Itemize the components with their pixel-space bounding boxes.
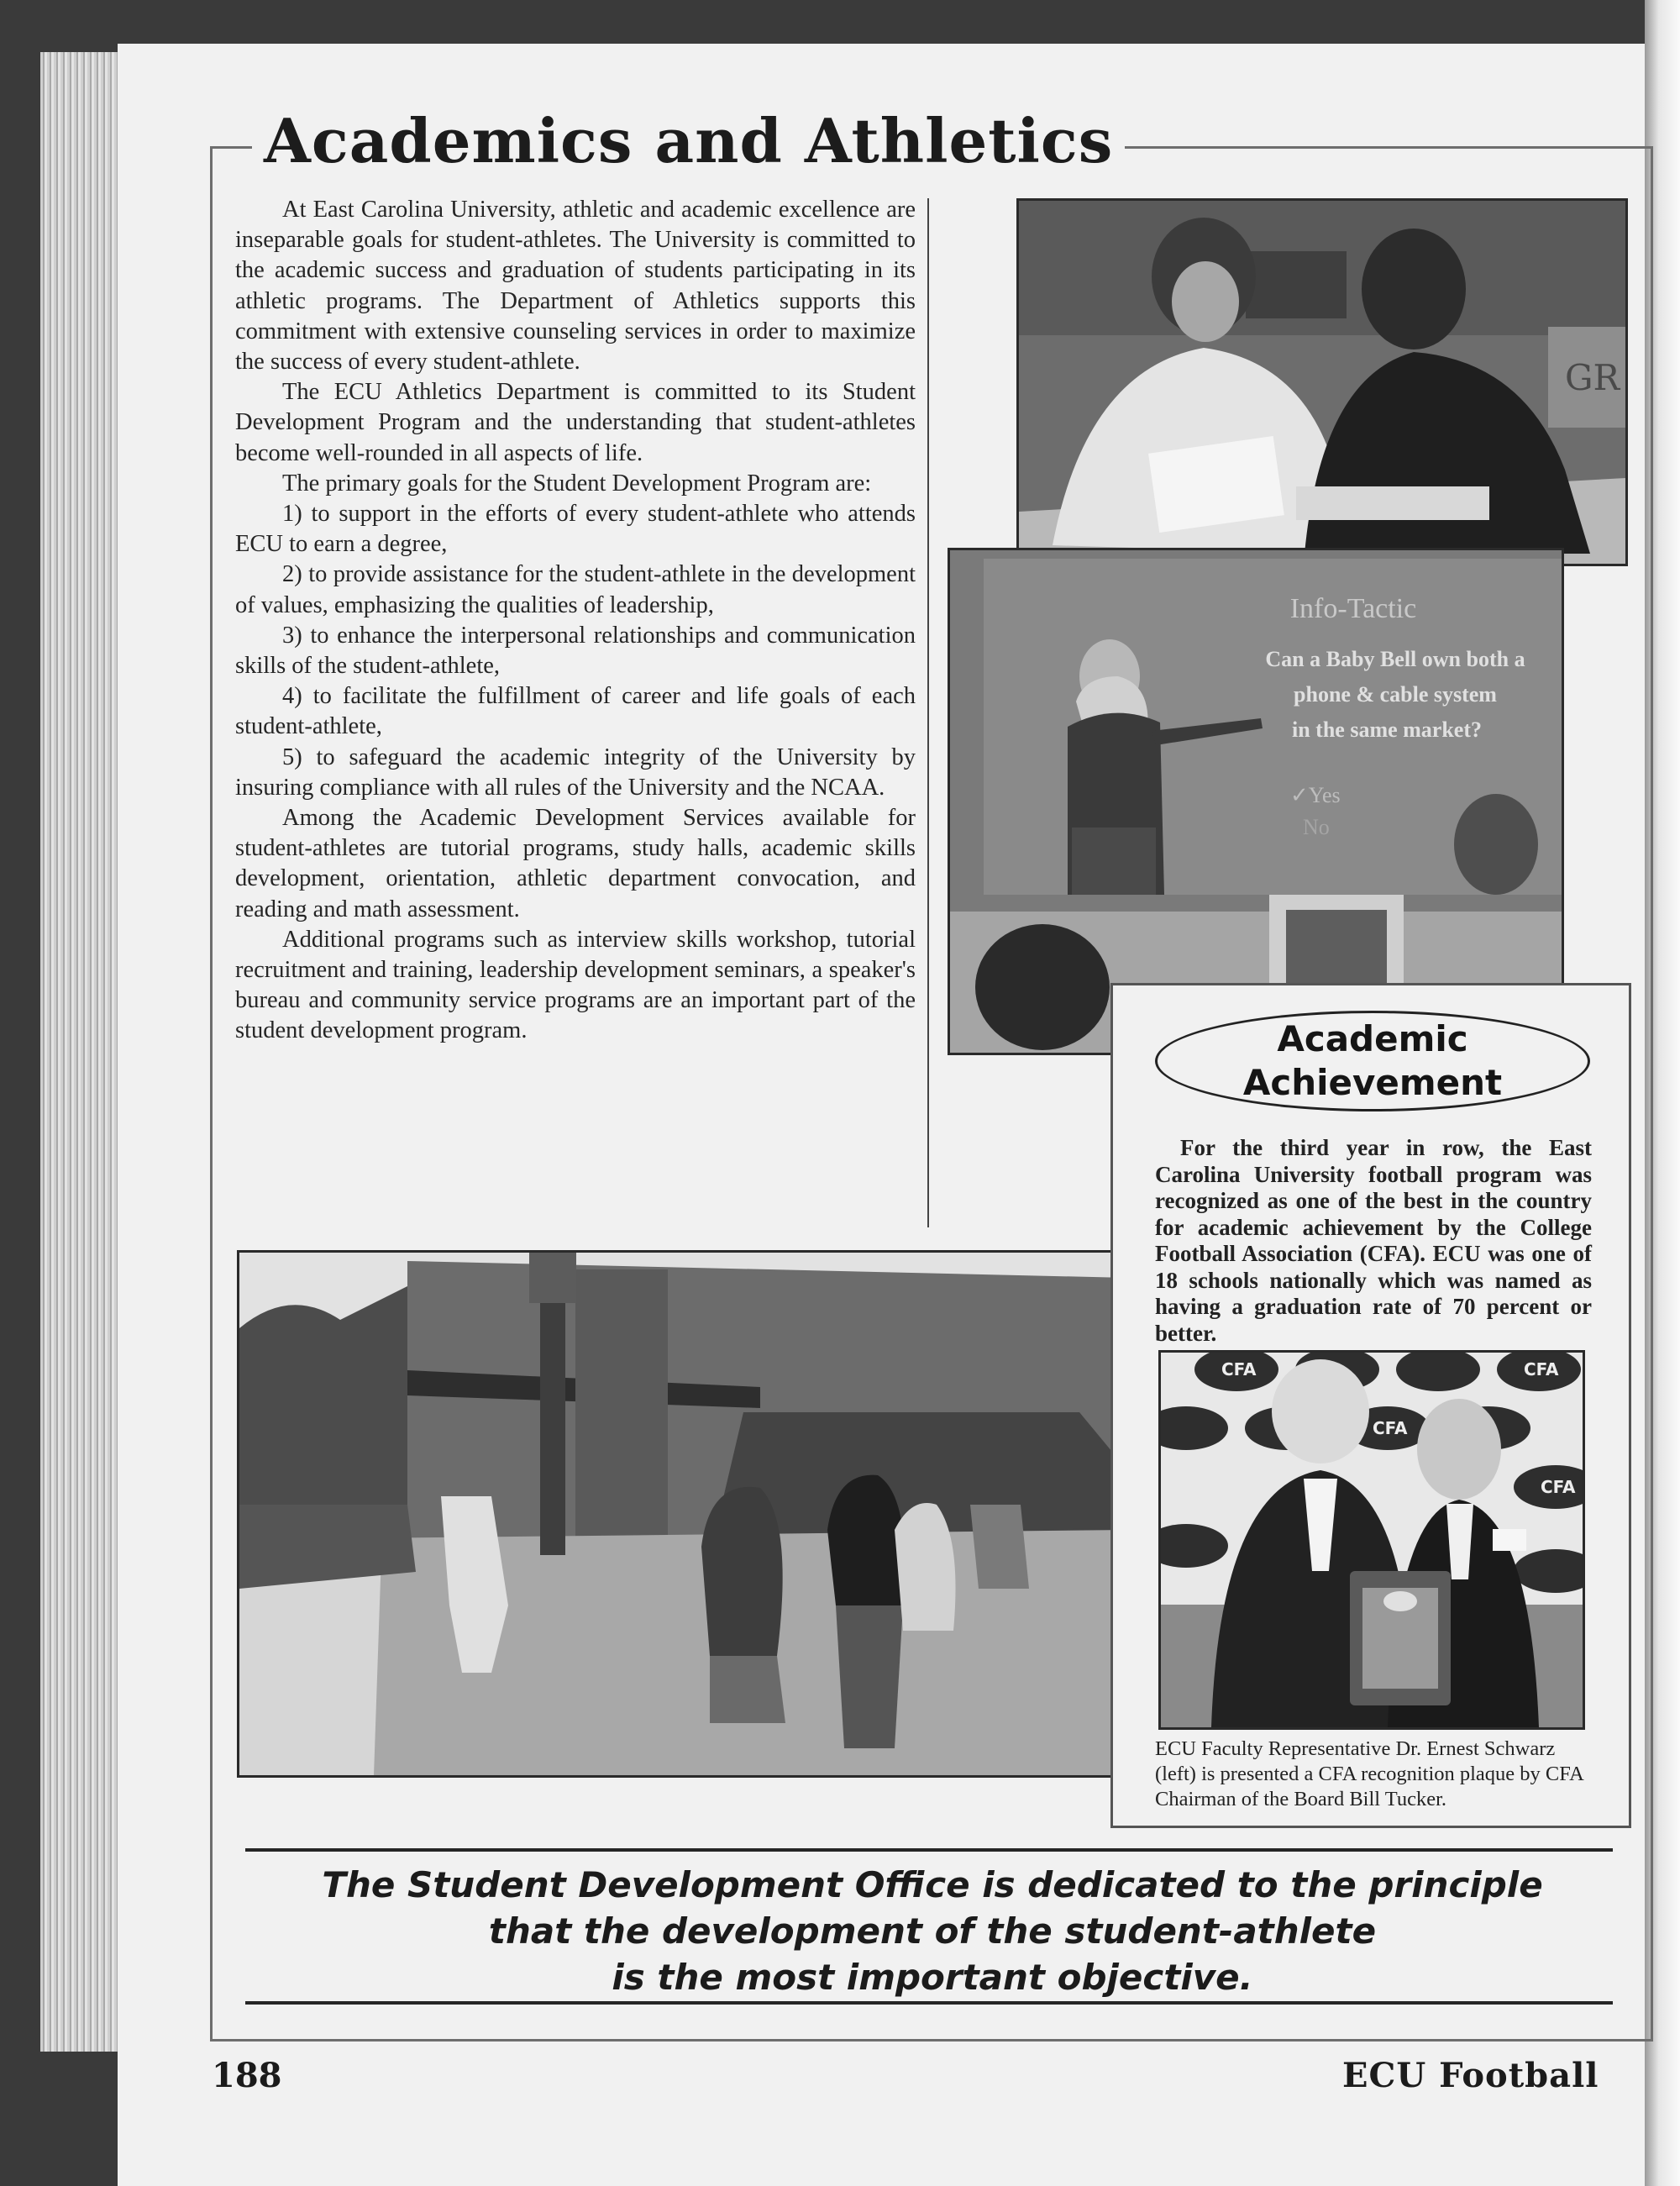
tutoring-photo	[1016, 198, 1628, 566]
body-paragraph: At East Carolina University, athletic and academic excellence are inseparable goals for student-athletes. The University is committed to the academic success and graduation of students participating in its athletic programs. The Department of Athletics supports this commitment with extensive counseling services in order to maximize the success of every student-athlete.	[235, 197, 916, 376]
slide-line-1: Can a Baby Bell own both a	[1265, 647, 1525, 671]
slide-line-2: phone & cable system	[1294, 682, 1497, 707]
goal-item: 4) to facilitate the fulfillment of career and life goals of each student-athlete,	[235, 683, 916, 740]
book-page-edges	[40, 52, 124, 2052]
quote-line-3: is the most important objective.	[612, 1957, 1253, 1998]
quote-line-1: The Student Development Office is dedicated to the principle	[322, 1864, 1543, 1905]
pull-quote	[244, 1862, 1621, 2000]
sidebar-heading-line-1: Academic	[1277, 1018, 1468, 1059]
sidebar-paragraph: For the third year in row, the East Carolina University football program was recognized as one of the best in the country for academic achievement by the College Football Association (CFA). ECU was one of 18 schools nationally which was named as having a graduation rate of 70 percent or better.	[1155, 1135, 1592, 1346]
slide-option-2: No	[1303, 815, 1330, 839]
running-footer: ECU Football	[1342, 2056, 1599, 2095]
body-paragraph: The primary goals for the Student Development Program are:	[282, 470, 872, 497]
goal-item: 5) to safeguard the academic integrity of the University by insuring compliance with all rules of the University and the NCAA.	[235, 744, 916, 801]
page-title: Academics and Athletics	[252, 102, 1125, 180]
slide-title: Info-Tactic	[1289, 593, 1417, 624]
body-text	[235, 195, 916, 1047]
tutoring-sign-text: GR	[1565, 357, 1620, 398]
slide-option-1: ✓Yes	[1290, 783, 1341, 807]
sidebar-heading-line-2: Achievement	[1242, 1062, 1503, 1103]
cfa-logo-text: CFA	[1541, 1477, 1576, 1497]
campus-photo	[237, 1250, 1131, 1778]
page-number: 188	[212, 2056, 282, 2095]
sidebar-heading	[1155, 1011, 1590, 1111]
quote-bottom-rule	[245, 2001, 1613, 2005]
quote-line-2: that the development of the student-athlete	[488, 1910, 1377, 1952]
quote-top-rule	[245, 1848, 1613, 1852]
cfa-logo-text: CFA	[1524, 1359, 1559, 1379]
sidebar-text	[1155, 1135, 1592, 1347]
presentation-photo	[948, 548, 1564, 1055]
body-paragraph: Among the Academic Development Services available for student-athletes are tutorial programs, study halls, academic skills development, orientation, athletic department convocation, and reading and math assessment.	[235, 805, 916, 922]
cfa-logo-text: CFA	[1221, 1359, 1257, 1379]
slide-line-3: in the same market?	[1291, 717, 1483, 742]
column-divider	[927, 198, 929, 1227]
cfa-photo-caption: ECU Faculty Representative Dr. Ernest Schwarz (left) is presented a CFA recognition plaque by CFA Chairman of the Board Bill Tucker.	[1155, 1737, 1583, 1810]
body-paragraph: Additional programs such as interview skills workshop, tutorial recruitment and training, leadership development seminars, a speaker's bureau and community service programs are an important part of the student development program.	[235, 926, 916, 1044]
goal-item: 2) to provide assistance for the student-athlete in the development of values, emphasizing the qualities of leadership,	[235, 561, 916, 618]
cfa-logo-text: CFA	[1373, 1418, 1408, 1438]
academic-achievement-sidebar	[1110, 983, 1631, 1828]
cfa-award-photo	[1158, 1350, 1585, 1730]
goal-item: 1) to support in the efforts of every student-athlete who attends ECU to earn a degree,	[235, 501, 916, 558]
goal-item: 3) to enhance the interpersonal relationships and communication skills of the student-athlete,	[235, 622, 916, 680]
body-paragraph: The ECU Athletics Department is committed to its Student Development Program and the understanding that student-athletes become well-rounded in all aspects of life.	[235, 379, 916, 466]
